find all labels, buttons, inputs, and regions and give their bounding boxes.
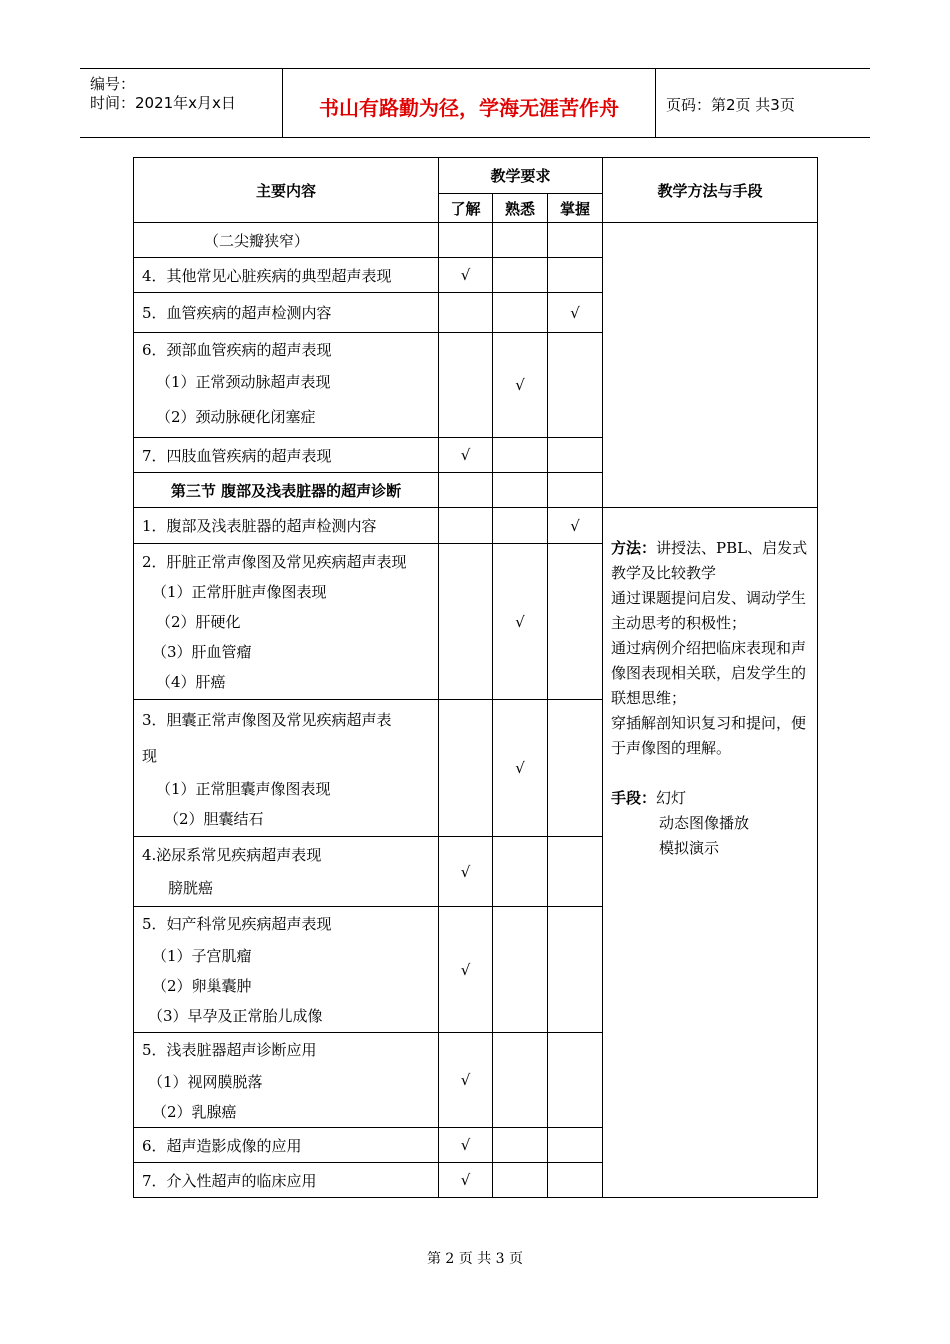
check-mark: √ (439, 1033, 493, 1128)
method-text: 通过课题提问启发、调动学生主动思考的积极性； (611, 589, 807, 632)
table-row-content (134, 1033, 439, 1128)
table-row-content: 5．血管疾病的超声检测内容 (134, 293, 439, 333)
motto-text: 书山有路勤为径，学海无涯苦作舟 (319, 96, 619, 120)
row-line: （4）肝癌 (156, 672, 226, 691)
table-row-content: 6．超声造影成像的应用 (134, 1128, 439, 1163)
check-mark: √ (493, 544, 548, 700)
table-row-content (134, 837, 439, 907)
check-mark: √ (439, 1163, 493, 1198)
doc-time-label: 时间：2021年x月x日 (90, 94, 236, 112)
means-label: 手段： (611, 789, 657, 807)
teaching-method-cell (603, 508, 818, 1198)
col-header-familiar: 熟悉 (493, 194, 548, 223)
row-line: 膀胱癌 (168, 878, 214, 897)
row-line: （1）子宫肌瘤 (152, 947, 252, 965)
table-row-content (134, 700, 439, 837)
row-line: 现 (142, 747, 158, 765)
check-mark: √ (548, 508, 603, 544)
page-footer: 第 2 页 共 3 页 (426, 1251, 524, 1267)
check-mark: √ (439, 837, 493, 907)
table-row-content (134, 907, 439, 1033)
row-line: （2）肝硬化 (156, 612, 241, 631)
method-cell-empty (603, 223, 818, 508)
row-line: （1）正常颈动脉超声表现 (156, 373, 331, 391)
row-line: （1）正常肝脏声像图表现 (152, 582, 327, 601)
row-line: 4.泌尿系常见疾病超声表现 (142, 845, 322, 864)
table-row-content: 7．介入性超声的临床应用 (134, 1163, 439, 1198)
row-line: （2）卵巢囊肿 (152, 977, 252, 995)
table-row-content: 7．四肢血管疾病的超声表现 (134, 438, 439, 473)
check-mark: √ (439, 438, 493, 473)
check-mark: √ (439, 907, 493, 1033)
table-row-content (134, 333, 439, 438)
row-line: 6．颈部血管疾病的超声表现 (142, 341, 332, 359)
check-mark: √ (493, 700, 548, 837)
check-mark: √ (493, 333, 548, 438)
row-line: 5．妇产科常见疾病超声表现 (142, 915, 332, 933)
header-motto-cell (283, 69, 656, 137)
row-line: （1）视网膜脱落 (148, 1072, 263, 1091)
row-line: （2）胆囊结石 (164, 810, 264, 828)
page-header (80, 68, 870, 138)
table-row-content (134, 544, 439, 700)
row-line: 3．胆囊正常声像图及常见疾病超声表 (142, 711, 392, 729)
row-line: 5．浅表脏器超声诊断应用 (142, 1040, 317, 1059)
table-row-content: 4．其他常见心脏疾病的典型超声表现 (134, 258, 439, 293)
means-item: 幻灯 (656, 789, 687, 807)
check-mark: √ (548, 293, 603, 333)
header-page-cell (656, 69, 870, 137)
means-item: 动态图像播放 (659, 814, 750, 832)
method-text: 讲授法、PBL、启发式教学及比较教学 (611, 539, 808, 582)
row-line: （1）正常胆囊声像图表现 (156, 780, 331, 798)
col-header-requirement: 教学要求 (439, 158, 603, 194)
row-line: （3）早孕及正常胎儿成像 (148, 1007, 323, 1025)
col-header-content: 主要内容 (134, 158, 439, 223)
table-row-content: （二尖瓣狭窄） (134, 223, 439, 258)
row-line: （3）肝血管瘤 (152, 642, 252, 661)
col-header-master: 掌握 (548, 194, 603, 223)
means-item: 模拟演示 (659, 839, 720, 857)
table-row-content: 1．腹部及浅表脏器的超声检测内容 (134, 508, 439, 544)
header-info-cell (80, 69, 283, 137)
method-label: 方法： (611, 539, 657, 557)
row-line: （2）颈动脉硬化闭塞症 (156, 408, 316, 426)
method-text: 通过病例介绍把临床表现和声像图表现相关联，启发学生的联想思维； (611, 639, 807, 707)
row-line: 2．肝脏正常声像图及常见疾病超声表现 (142, 552, 407, 571)
section-heading: 第三节 腹部及浅表脏器的超声诊断 (134, 473, 439, 508)
teaching-requirements-table (133, 157, 818, 1198)
method-text: 穿插解剖知识复习和提问，便于声像图的理解。 (611, 714, 807, 757)
doc-number-label: 编号： (90, 75, 136, 93)
col-header-understand: 了解 (439, 194, 493, 223)
check-mark: √ (439, 1128, 493, 1163)
page-number-label: 页码：第2页 共3页 (666, 96, 795, 114)
row-line: （2）乳腺癌 (152, 1102, 237, 1121)
col-header-method: 教学方法与手段 (603, 158, 818, 223)
check-mark: √ (439, 258, 493, 293)
